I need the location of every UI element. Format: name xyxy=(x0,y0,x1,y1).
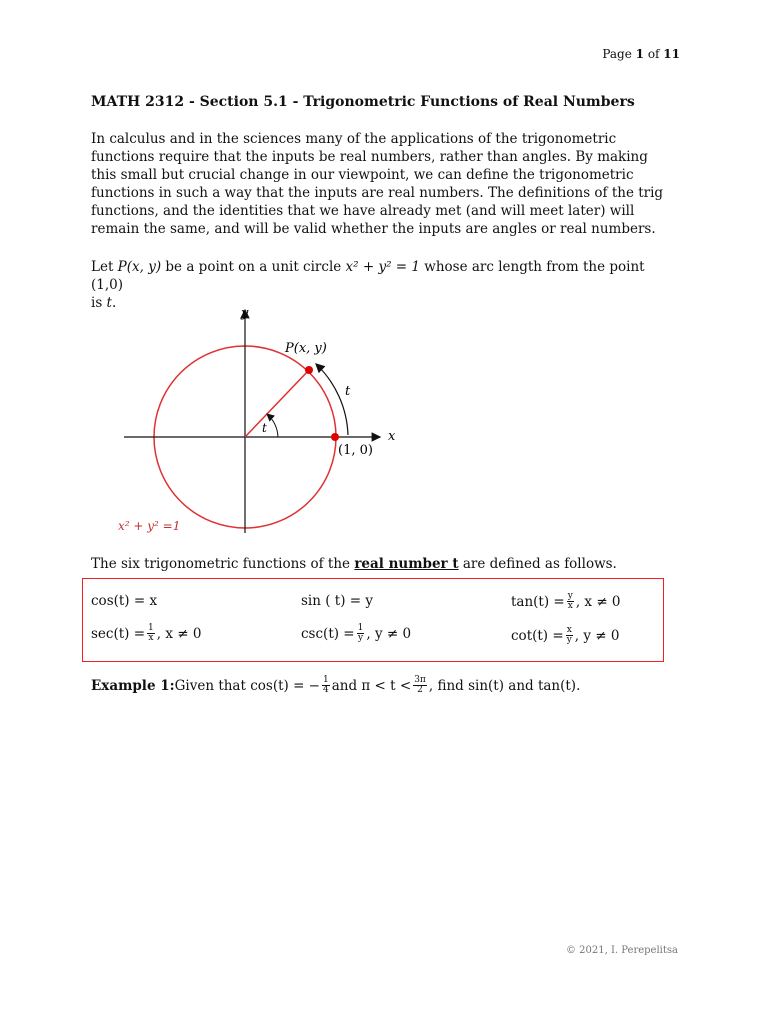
radius-line xyxy=(245,370,309,437)
point-p-label: P(x, y) xyxy=(285,341,327,356)
intro-paragraph: In calculus and in the sciences many of the applications of the trigonometric functions require that the inputs be real numbers, rather than angles. By making this small but crucial change in our viewpoint, we can define the trigonometric functions in such a way that the inputs are real numbers. The definitions of the trig functions, and the identities that we have already met (and will meet later) will remain the same, and will be valid whether the inputs are angles or real numbers. xyxy=(91,131,664,237)
page-number: Page 1 of 11 xyxy=(602,47,680,61)
csc-definition: csc(t) = $\frac{1}{y}$ , y ≠ 0 xyxy=(301,623,412,643)
copyright-footer: © 2021, I. Perepelitsa xyxy=(565,945,678,956)
definitions-box xyxy=(82,578,664,662)
cos-definition: cos(t) = x xyxy=(91,593,158,609)
sec-definition: sec(t) = $\frac{1}{x}$ , x ≠ 0 xyxy=(91,623,202,643)
example-1: Example 1: Given that cos(t) = − $\frac{1}{4}$ and π < t < $\frac{3\pi}{2}$ , find sin(t) and tan(t). xyxy=(91,675,581,695)
circle-equation-label: x² + y² =1 xyxy=(118,519,181,533)
example-label: Example 1: xyxy=(91,677,175,694)
sec-fraction: $\frac{1}{x}$ xyxy=(148,623,154,643)
x-axis-label: x xyxy=(388,429,396,444)
point-p xyxy=(305,366,313,374)
cot-fraction: $\frac{x}{y}$ xyxy=(566,625,572,645)
unit-circle-figure xyxy=(100,300,400,540)
example-fraction-1: $\frac{1}{4}$ xyxy=(322,675,329,695)
six-functions-intro: The six trigonometric functions of the real number t are defined as follows. xyxy=(91,556,617,572)
real-number-t-emphasis: real number t xyxy=(354,556,459,572)
tan-definition: tan(t) = $\frac{y}{x}$ , x ≠ 0 xyxy=(511,591,621,611)
point-expression: P(x, y) xyxy=(117,259,162,275)
page-title: MATH 2312 - Section 5.1 - Trigonometric Functions of Real Numbers xyxy=(91,94,635,110)
arc-length-arrow xyxy=(316,364,348,435)
example-fraction-2: $\frac{3\pi}{2}$ xyxy=(414,675,426,695)
point-1-0 xyxy=(331,433,339,441)
cot-definition: cot(t) = $\frac{x}{y}$ , y ≠ 0 xyxy=(511,625,620,645)
y-axis-label: y xyxy=(241,306,249,321)
sin-definition: sin ( t) = y xyxy=(301,593,374,609)
tan-fraction: $\frac{y}{x}$ xyxy=(567,591,573,611)
arc-length-label: t xyxy=(345,384,351,399)
csc-fraction: $\frac{1}{y}$ xyxy=(357,623,364,643)
angle-label: t xyxy=(262,421,267,435)
circle-equation: x² + y² = 1 xyxy=(345,259,420,275)
let-sentence: Let P(x, y) be a point on a unit circle x² + y² = 1 whose arc length from the point (1,0) is t. xyxy=(91,259,645,311)
angle-arc xyxy=(267,414,278,437)
start-point-label: (1, 0) xyxy=(338,443,373,458)
